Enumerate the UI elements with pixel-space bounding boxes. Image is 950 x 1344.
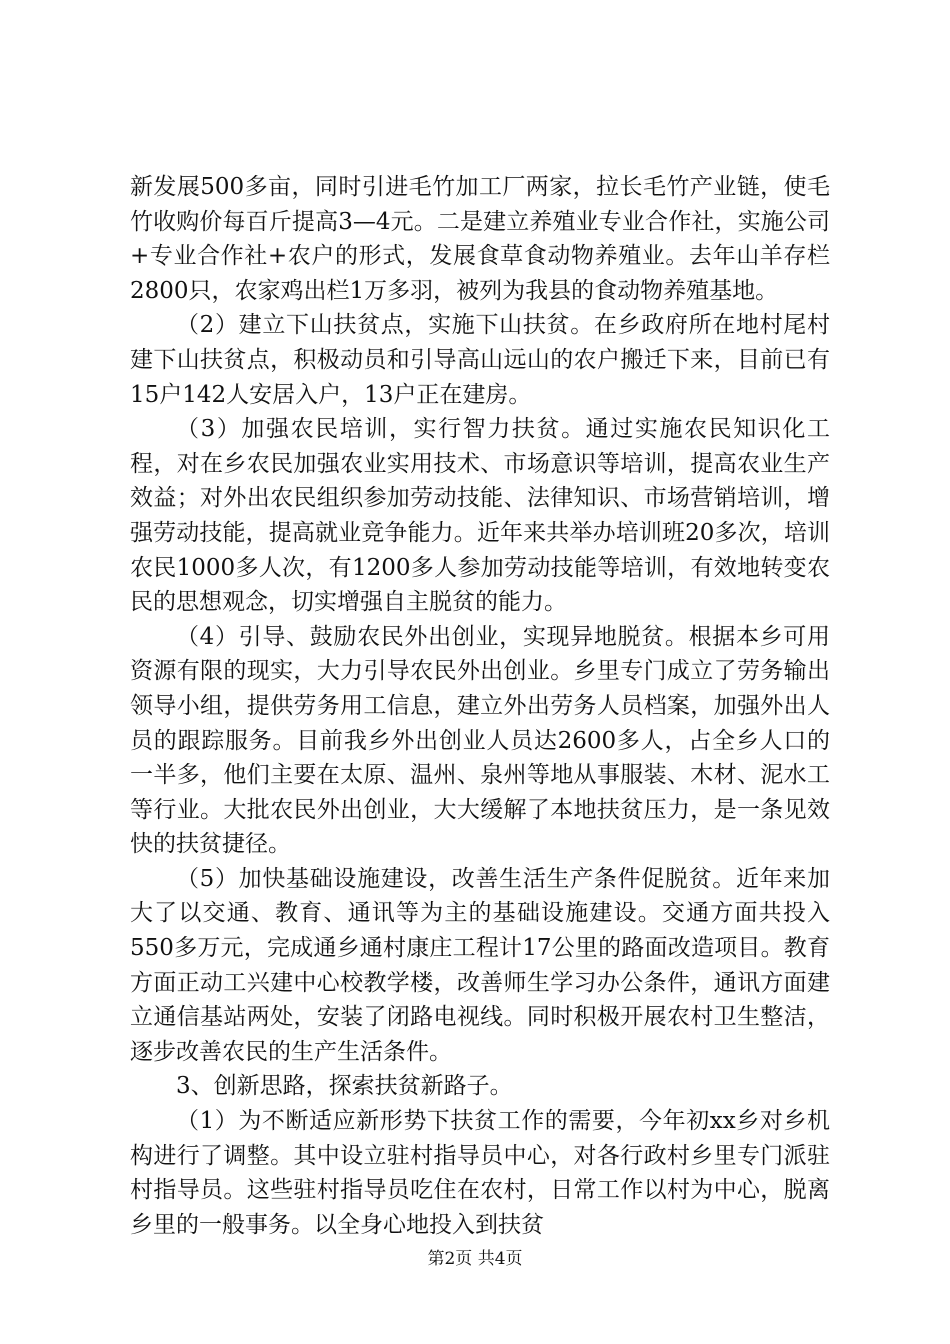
paragraph-continuation: 新发展500多亩，同时引进毛竹加工厂两家，拉长毛竹产业链，使毛竹收购价每百斤提高3—4元。二是建立养殖业专业合作社，实施公司+专业合作社+农户的形式，发展食草食动物养殖业。去年山羊存栏2800只，农家鸡出栏1万多羽，被列为我县的食动物养殖基地。 (130, 174, 830, 304)
paragraph-farmer-training: （3）加强农民培训，实行智力扶贫。通过实施农民知识化工程，对在乡农民加强农业实用技术、市场意识等培训，提高农业生产效益；对外出农民组织参加劳动技能、法律知识、市场营销培训，增强劳动技能，提高就业竞争能力。近年来共举办培训班20多次，培训农民1000多人次，有1200多人参加劳动技能等培训，有效地转变农民的思想观念，切实增强自主脱贫的能力。 (130, 416, 830, 616)
paragraph-infrastructure: （5）加快基础设施建设，改善生活生产条件促脱贫。近年来加大了以交通、教育、通讯等为主的基础设施建设。交通方面共投入550多万元，完成通乡通村康庄工程计17公里的路面改造项目。教育方面正动工兴建中心校教学楼，改善师生学习办公条件，通讯方面建立通信基站两处，安装了闭路电视线。同时积极开展农村卫生整洁，逐步改善农民的生产生活条件。 (130, 865, 830, 1065)
paragraph-downhill-poverty-relief: （2）建立下山扶贫点，实施下山扶贫。在乡政府所在地村尾村建下山扶贫点，积极动员和引导高山远山的农户搬迁下来，目前已有15户142人安居入户，13户正在建房。 (130, 312, 830, 408)
document-body (130, 170, 830, 1242)
paragraph-migrant-entrepreneurship: （4）引导、鼓励农民外出创业，实现异地脱贫。根据本乡可用资源有限的现实，大力引导农民外出创业。乡里专门成立了劳务输出领导小组，提供劳务用工信息，建立外出劳务人员档案，加强外出人员的跟踪服务。目前我乡外出创业人员达2600多人，占全乡人口的一半多，他们主要在太原、温州、泉州等地从事服装、木材、泥水工等行业。大批农民外出创业，大大缓解了本地扶贫压力，是一条见效快的扶贫捷径。 (130, 623, 830, 858)
section-heading-innovation: 3、创新思路，探索扶贫新路子。 (176, 1073, 513, 1100)
paragraph-institution-adjustment: （1）为不断适应新形势下扶贫工作的需要，今年初xx乡对乡机构进行了调整。其中设立驻村指导员中心，对各行政村乡里专门派驻村指导员。这些驻村指导员吃住在农村，日常工作以村为中心，脱离乡里的一般事务。以全身心地投入到扶贫 (130, 1108, 830, 1238)
page-number-footer: 第2页 共4页 (427, 1249, 523, 1269)
